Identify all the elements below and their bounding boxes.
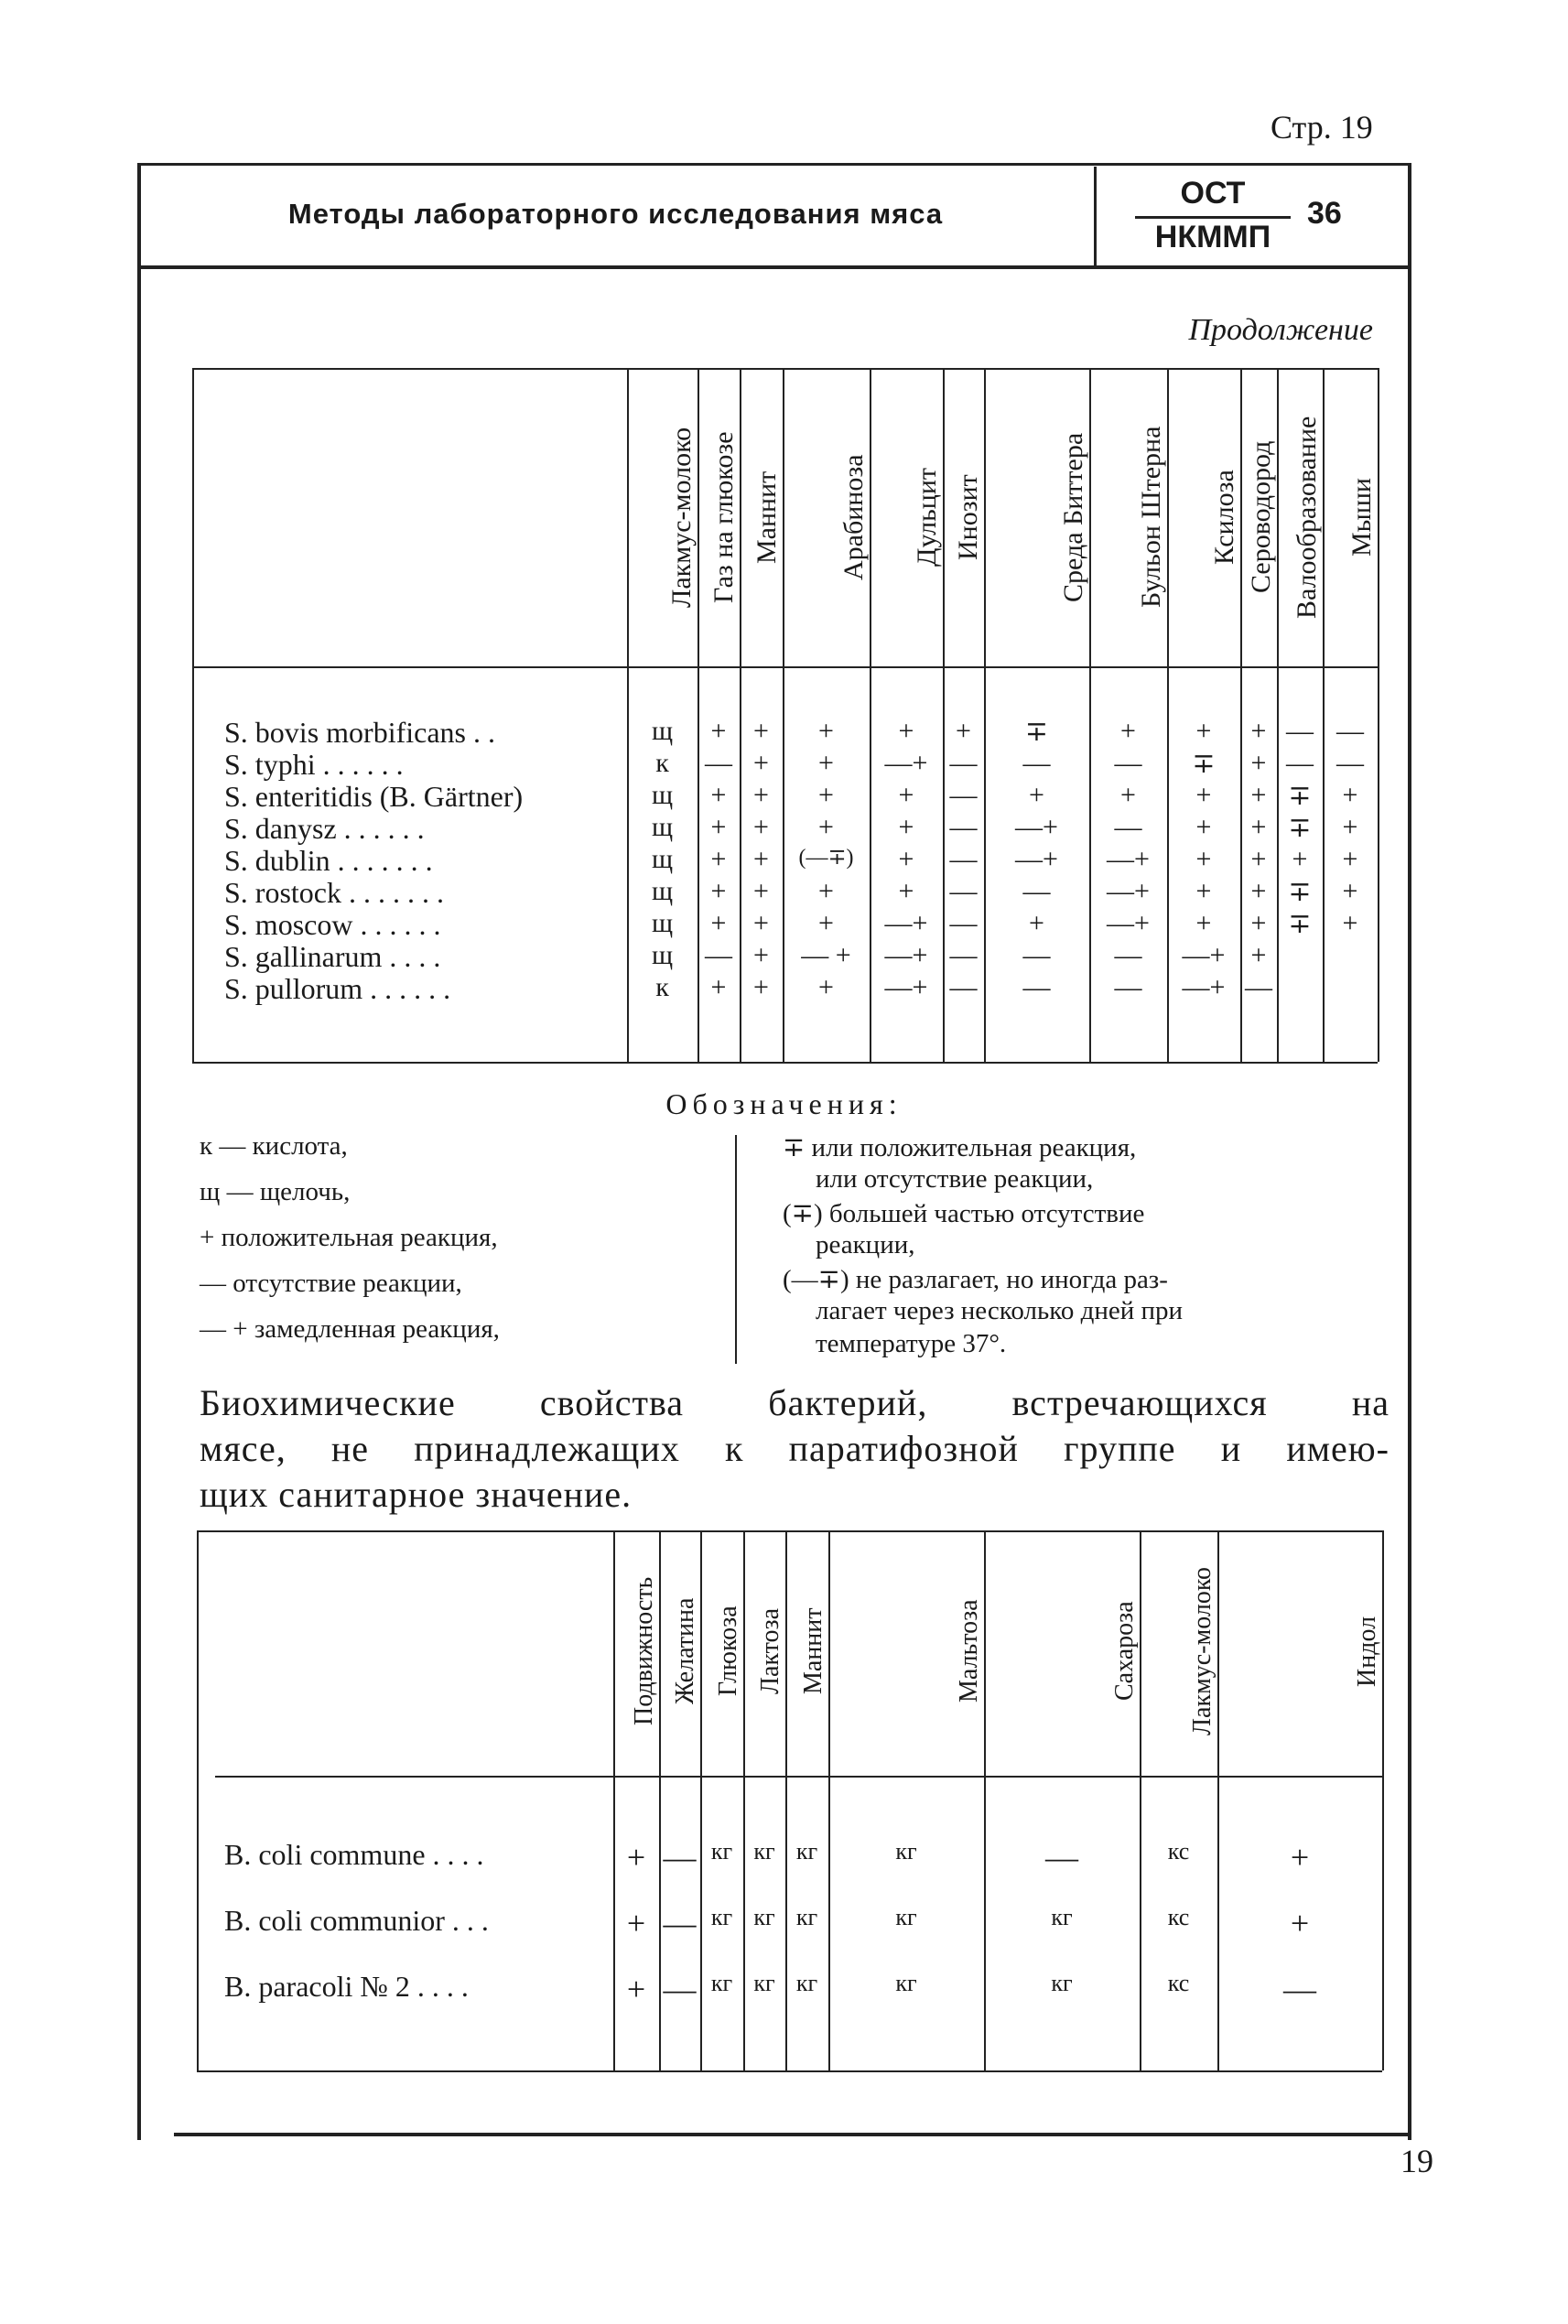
table1-cell: + [1120, 780, 1136, 810]
table1-cell: + [1195, 716, 1212, 746]
table1-row-name: S. gallinarum . . . . [224, 940, 441, 973]
table1-row-name: S. moscow . . . . . . [224, 908, 441, 941]
table1-cell: —+ [884, 940, 928, 970]
table1-cell: — [1022, 940, 1051, 970]
table1-cell: + [818, 908, 834, 938]
table1-cell: + [710, 716, 727, 746]
table1-cell: —+ [1015, 844, 1058, 874]
table1-column-header: Среда Биттера [1058, 432, 1088, 602]
table1-cell: —+ [884, 972, 928, 1002]
header-title: Методы лабораторного исследования мяса [287, 198, 944, 230]
table1-cell: + [753, 876, 769, 906]
table2-cell: кг [710, 1970, 733, 1996]
table1-cell: + [1195, 876, 1212, 906]
table1-cell: — [1022, 972, 1051, 1002]
table1-cell: ∓ [1288, 909, 1312, 939]
table1-cell: + [1250, 812, 1267, 842]
table1-cell: щ [651, 940, 674, 970]
table2-cell: — [1045, 1839, 1078, 1875]
table1-cell: ∓ [1288, 813, 1312, 843]
legend-right-item: (∓) большей частью отсутствие [783, 1199, 1145, 1228]
standard-top: ОСТ [1180, 176, 1246, 211]
table1-row-name: S. danysz . . . . . . [224, 812, 425, 845]
table1-cell: + [1292, 844, 1308, 874]
table1-cell: — [1022, 748, 1051, 778]
table1-cell: —+ [1107, 876, 1150, 906]
table2-column-header: Сахароза [1110, 1601, 1139, 1702]
legend-right-item: или отсутствие реакции, [816, 1164, 1094, 1194]
table1-cell: —+ [1182, 940, 1226, 970]
table1-cell: + [1250, 716, 1267, 746]
table1-cell: — [1286, 748, 1314, 778]
table1-cell: + [1195, 908, 1212, 938]
table1-cell: + [1250, 908, 1267, 938]
table2-cell: кг [1051, 1904, 1073, 1930]
table1-cell: + [818, 812, 834, 842]
legend-title: Обозначения: [665, 1087, 903, 1120]
table2-row-name: B. coli commune . . . . [224, 1838, 484, 1871]
table2-column-header: Лактоза [756, 1608, 784, 1695]
table1-cell: + [1342, 876, 1358, 906]
table1-column-header: Инозит [953, 474, 983, 560]
table2-cell: кг [895, 1838, 917, 1865]
legend-left-item: + положительная реакция, [200, 1223, 498, 1252]
table1-cell: — [705, 940, 732, 970]
table1-cell: + [898, 876, 914, 906]
table1-cell: + [1250, 748, 1267, 778]
table2-cell: кс [1167, 1838, 1190, 1865]
section-paragraph [200, 1380, 1390, 1518]
table2-column-header: Маннит [799, 1607, 827, 1695]
table1-cell: — + [801, 940, 851, 970]
table1-cell: + [898, 716, 914, 746]
table2-cell: кг [795, 1970, 818, 1996]
table1-column-header: Маннит [752, 470, 782, 564]
table1-cell: — [949, 908, 978, 938]
table1-header-rule [192, 666, 1378, 668]
table2-bottom-rule [197, 2070, 1382, 2072]
table1-cell: ∓ [1192, 749, 1216, 779]
legend-right-item: лагает через несколько дней при [816, 1296, 1184, 1325]
table1-cell: щ [651, 908, 674, 938]
table1-cell: + [1342, 812, 1358, 842]
table1-cell: ∓ [1288, 877, 1312, 907]
table2-cell: — [1283, 1971, 1316, 2007]
table1-column-header: Бульон Штерна [1136, 426, 1166, 609]
standard-number: 36 [1307, 196, 1342, 231]
table1-column-header: Валообразование [1292, 416, 1322, 619]
table1-cell: — [1022, 876, 1051, 906]
table1-cell: (—∓) [798, 846, 854, 870]
frame-left-rule [137, 163, 141, 2140]
table1-cell: + [753, 748, 769, 778]
table2-cell: кг [895, 1970, 917, 1996]
table1-column-header: Сероводород [1246, 440, 1276, 594]
table1-cell: щ [651, 876, 674, 906]
table1-row-name: S. rostock . . . . . . . [224, 876, 444, 909]
table2-cell: + [1290, 1839, 1310, 1875]
table2-cell: + [626, 1971, 646, 2007]
table1-cell: — [1114, 940, 1142, 970]
legend-right-item: (—∓) не разлагает, но иногда раз- [783, 1265, 1168, 1294]
table2-column-header: Желатина [671, 1597, 699, 1705]
table1-cell: + [818, 972, 834, 1002]
table1-cell: — [1336, 716, 1364, 746]
page-label: Стр. 19 [1271, 109, 1373, 146]
table1-cell: + [1120, 716, 1136, 746]
table1-cell: —+ [884, 748, 928, 778]
table1-col-rule [1378, 368, 1379, 1062]
table1-top-rule [192, 368, 1378, 370]
legend-left-item: — отсутствие реакции, [200, 1269, 462, 1298]
paragraph-line-2: мясе, не принадлежащих к паратифозной группе и имею- [200, 1428, 1390, 1469]
legend-left-item: щ — щелочь, [200, 1177, 351, 1206]
table1-cell: + [710, 780, 727, 810]
table1-cell: щ [651, 780, 674, 810]
table1-cell: + [753, 780, 769, 810]
table1-cell: + [818, 780, 834, 810]
table1-cell: + [1195, 844, 1212, 874]
table1-row-name: S. dublin . . . . . . . [224, 844, 433, 877]
table2-cell: кг [753, 1904, 775, 1930]
continuation-label: Продолжение [1188, 313, 1373, 347]
table2-row-name: B. coli communior . . . [224, 1904, 489, 1937]
table2-cell: кг [753, 1970, 775, 1996]
table2-cell: кг [795, 1838, 818, 1865]
table1-cell: + [898, 812, 914, 842]
table2-column-header: Подвижность [630, 1576, 658, 1726]
table1-cell: + [1250, 844, 1267, 874]
table2-cell: кг [753, 1838, 775, 1865]
table1-cell: + [956, 716, 971, 746]
table1-cell: + [1029, 908, 1044, 938]
table1-cell: + [710, 876, 727, 906]
table1-cell: — [949, 972, 978, 1002]
table1-bottom-rule [192, 1062, 1378, 1064]
table2-cell: кс [1167, 1970, 1190, 1996]
table1-cell: + [1342, 780, 1358, 810]
table1-cell: + [898, 844, 914, 874]
table2-top-rule [197, 1530, 1382, 1532]
table1-cell: —+ [1015, 812, 1058, 842]
table1-cell: + [753, 972, 769, 1002]
table1-cell: ∓ [1024, 717, 1049, 747]
table1-cell: — [1114, 972, 1142, 1002]
table1-cell: — [949, 844, 978, 874]
header-top-rule [137, 163, 1411, 166]
table1-cell: + [753, 908, 769, 938]
table2-cell: + [626, 1905, 646, 1941]
standard-bottom: НКММП [1154, 220, 1271, 254]
table1-cell: к [655, 972, 669, 1002]
table1-cell: — [949, 940, 978, 970]
table2-cell: + [1290, 1905, 1310, 1941]
table1-cell: щ [651, 812, 674, 842]
table1-cell: — [1336, 748, 1364, 778]
table1-row-name: S. pullorum . . . . . . [224, 972, 451, 1005]
table1-cell: — [1114, 812, 1142, 842]
table1-cell: + [710, 972, 727, 1002]
table1-cell: + [753, 716, 769, 746]
table1-row-name: S. enteritidis (B. Gärtner) [224, 780, 524, 813]
table2-col-rule [1382, 1530, 1384, 2070]
table1-column-header: Мыши [1346, 478, 1377, 557]
legend-left-item: к — кислота, [200, 1131, 348, 1161]
table1-cell: —+ [1107, 908, 1150, 938]
table1-cell: + [898, 780, 914, 810]
table1-cell: — [949, 780, 978, 810]
table1-cell: + [753, 844, 769, 874]
table2-cell: кг [710, 1904, 733, 1930]
table1-cell: щ [651, 844, 674, 874]
paragraph-line-3: щих санитарное значение. [200, 1474, 633, 1515]
table1-cell: + [710, 908, 727, 938]
paragraph-line-1: Биохимические свойства бактерий, встречающихся на [200, 1382, 1390, 1423]
table1-cell: щ [651, 716, 674, 746]
frame-right-rule [1408, 163, 1411, 2140]
page-number: 19 [1400, 2143, 1433, 2179]
table2-cell: кг [710, 1838, 733, 1865]
standard-fraction-line [1135, 216, 1291, 219]
table1-cell: —+ [884, 908, 928, 938]
table1-column-header: Арабиноза [838, 454, 869, 580]
table1-column-header: Дульцит [912, 467, 942, 567]
table1-cell: + [1342, 908, 1358, 938]
table1-left-rule [192, 368, 194, 1062]
table1-row-name: S. bovis morbificans . . [224, 716, 495, 749]
table1-cell: + [1029, 780, 1044, 810]
table1-cell: + [1250, 876, 1267, 906]
table1-cell: — [949, 812, 978, 842]
table1-cell: + [1195, 780, 1212, 810]
table1-cell: + [710, 812, 727, 842]
table2-column-header: Глюкоза [714, 1605, 742, 1697]
table1-column-header: Лакмус-молоко [666, 427, 697, 608]
table1-cell: + [818, 748, 834, 778]
table1-cell: — [949, 876, 978, 906]
legend-right-item: реакции, [816, 1230, 915, 1259]
table1-cell: — [1245, 972, 1272, 1002]
table2-column-header: Индол [1353, 1616, 1381, 1687]
header-divider [1094, 167, 1097, 265]
table1-cell: + [1342, 844, 1358, 874]
header-bottom-rule [137, 265, 1411, 269]
table1-cell: + [753, 940, 769, 970]
table1-row-name: S. typhi . . . . . . [224, 748, 404, 781]
table2-cell: кг [895, 1904, 917, 1930]
table1-column-header: Ксилоза [1209, 470, 1239, 565]
table2-cell: кс [1167, 1904, 1190, 1930]
legend-right-item: ∓ или положительная реакция, [783, 1133, 1137, 1162]
table1-cell: + [1250, 940, 1267, 970]
legend-divider [735, 1135, 737, 1364]
table1-cell: + [753, 812, 769, 842]
legend-left-item: — + замедленная реакция, [200, 1314, 500, 1344]
table1-cell: + [818, 876, 834, 906]
table1-cell: + [710, 844, 727, 874]
page-bottom-rule [174, 2133, 1410, 2136]
table1-cell: — [705, 748, 732, 778]
table1-cell: + [818, 716, 834, 746]
table2-cell: кг [795, 1904, 818, 1930]
table1-cell: —+ [1182, 972, 1226, 1002]
table2-row-name: B. paracoli № 2 . . . . [224, 1970, 469, 2003]
table1-column-header: Газ на глюкозе [708, 431, 739, 603]
table2-cell: — [663, 1905, 697, 1941]
table2-cell: — [663, 1971, 697, 2007]
table2-cell: кг [1051, 1970, 1073, 1996]
table2-header-rule [215, 1776, 1382, 1778]
table1-cell: ∓ [1288, 781, 1312, 811]
table1-cell: + [1250, 780, 1267, 810]
table2-cell: — [663, 1839, 697, 1875]
table1-cell: — [1114, 748, 1142, 778]
table2-column-header: Мальтоза [955, 1599, 983, 1703]
table2-column-header: Лакмус-молоко [1188, 1567, 1217, 1735]
table1-cell: — [1286, 716, 1314, 746]
table2-cell: + [626, 1839, 646, 1875]
table1-cell: к [655, 748, 669, 778]
legend-right-item: температуре 37°. [816, 1329, 1007, 1358]
table1-cell: + [1195, 812, 1212, 842]
table1-cell: —+ [1107, 844, 1150, 874]
table2-left-rule [197, 1530, 199, 2070]
table1-cell: — [949, 748, 978, 778]
